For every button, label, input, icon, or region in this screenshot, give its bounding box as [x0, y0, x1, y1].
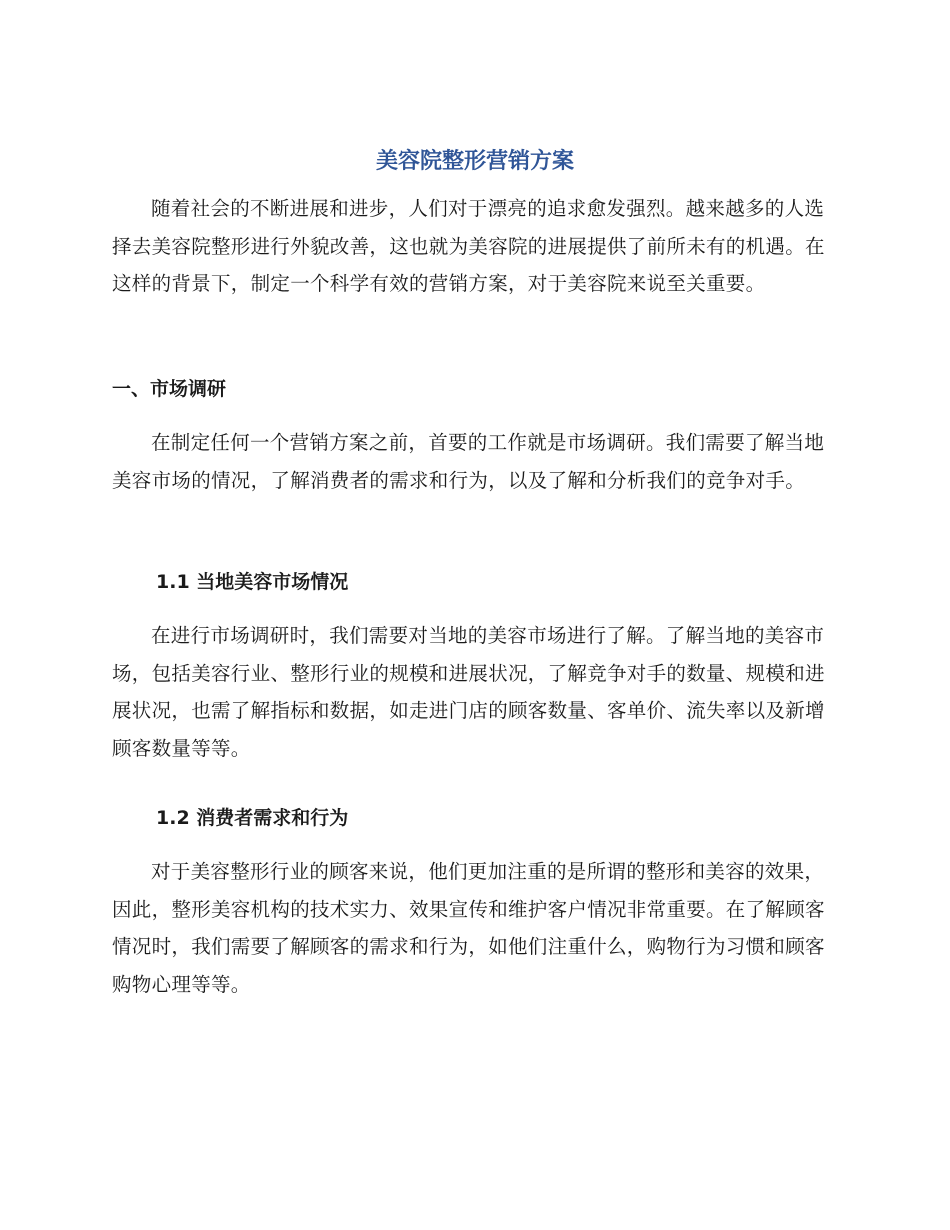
intro-paragraph: 随着社会的不断进展和进步，人们对于漂亮的追求愈发强烈。越来越多的人选择去美容院整形进行外貌改善，这也就为美容院的进展提供了前所未有的机遇。在这样的背景下，制定一个科学有效的营销方案，对于美容院来说至关重要。	[112, 197, 825, 295]
subsection-heading-local-market: 1.1 当地美容市场情况	[156, 571, 349, 593]
local-market-paragraph: 在进行市场调研时，我们需要对当地的美容市场进行了解。了解当地的美容市场，包括美容行业、整形行业的规模和进展状况，了解竞争对手的数量、规模和进展状况，也需了解指标和数据，如走进门店的顾客数量、客单价、流失率以及新增顾客数量等等。	[112, 624, 825, 760]
document-title: 美容院整形营销方案	[375, 149, 574, 174]
consumer-behavior-paragraph: 对于美容整形行业的顾客来说，他们更加注重的是所谓的整形和美容的效果，因此，整形美容机构的技术实力、效果宣传和维护客户情况非常重要。在了解顾客情况时，我们需要了解顾客的需求和行为，如他们注重什么，购物行为习惯和顾客购物心理等等。	[112, 860, 825, 996]
market-research-paragraph: 在制定任何一个营销方案之前，首要的工作就是市场调研。我们需要了解当地美容市场的情况，了解消费者的需求和行为，以及了解和分析我们的竞争对手。	[112, 431, 825, 492]
subsection-heading-consumer-behavior: 1.2 消费者需求和行为	[156, 807, 349, 829]
section-heading-market-research: 一、市场调研	[112, 378, 227, 400]
